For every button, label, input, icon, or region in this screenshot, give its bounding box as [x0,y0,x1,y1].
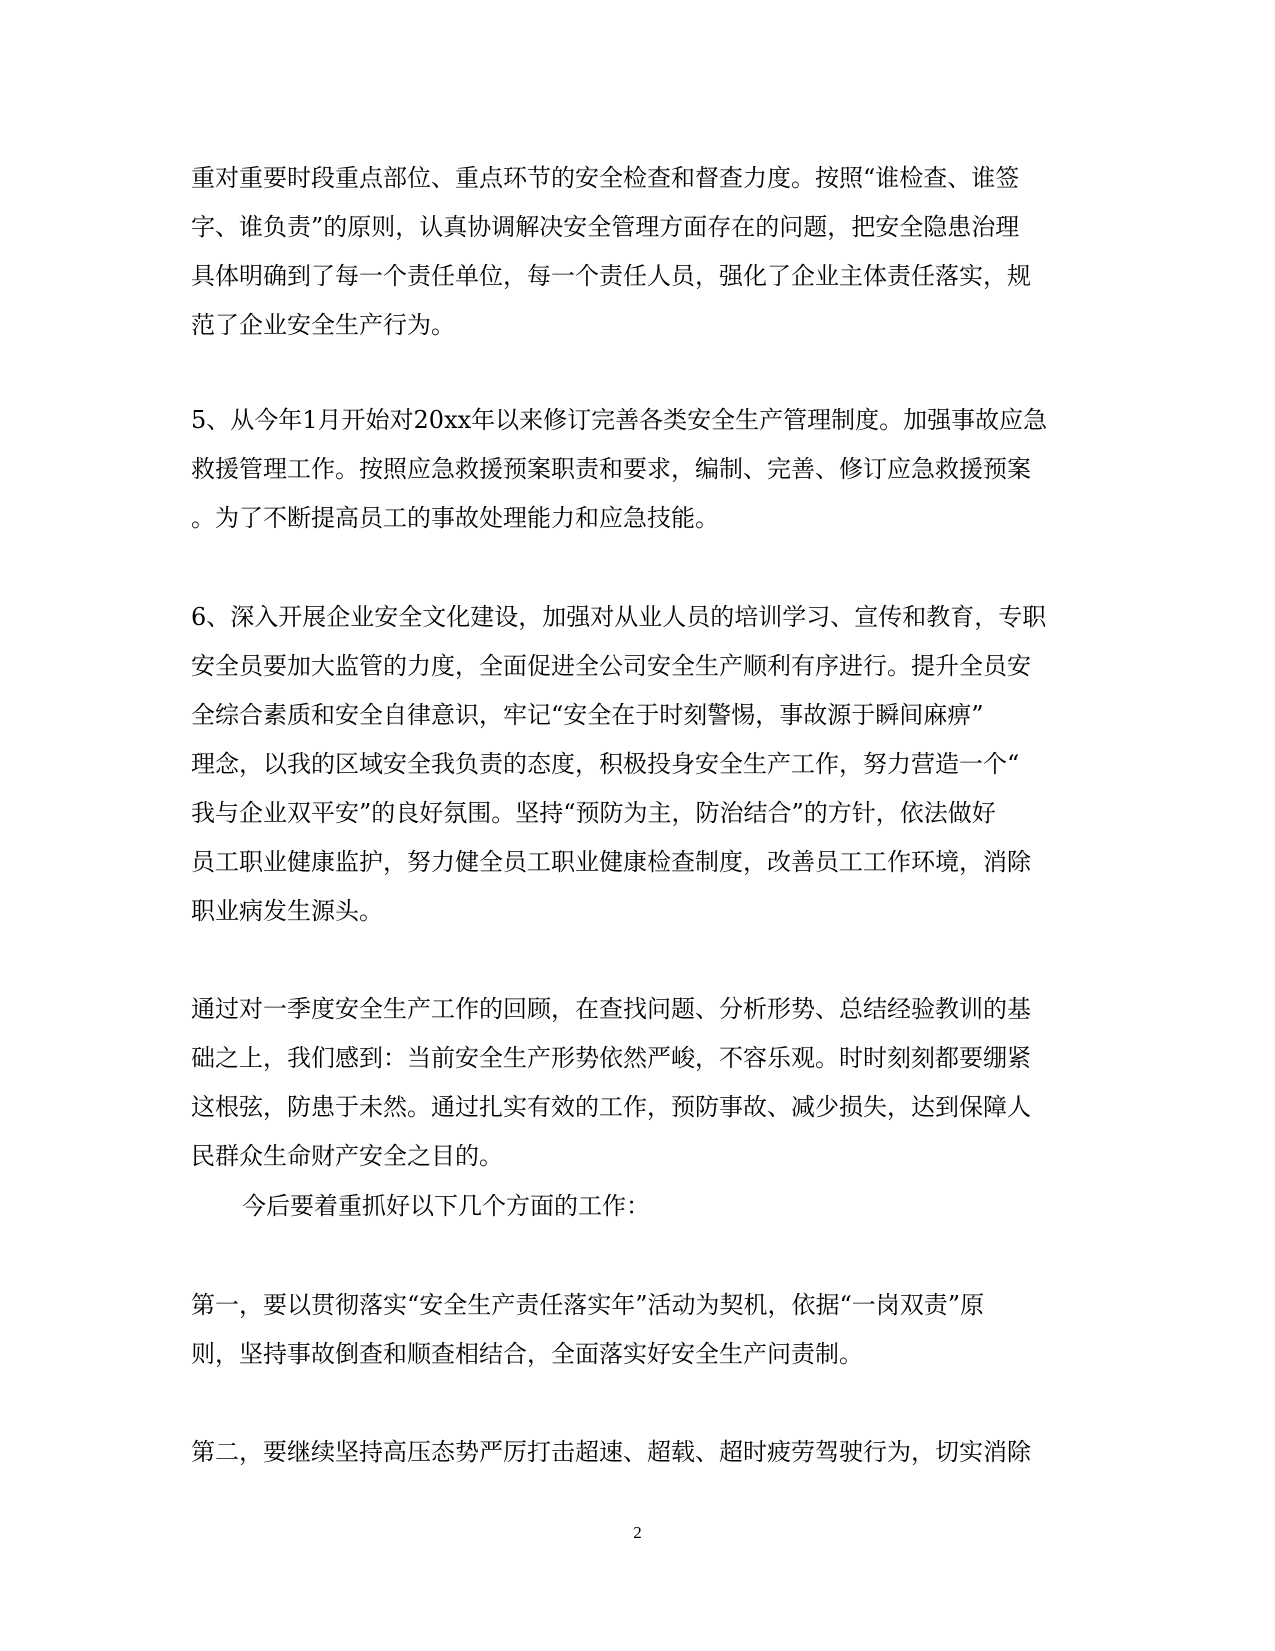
text-line: 第二，要继续坚持高压态势严厉打击超速、超载、超时疲劳驾驶行为，切实消除 [191,1438,1031,1466]
text-line: 安全员要加大监管的力度，全面促进全公司安全生产顺利有序进行。提升全员安 [191,652,1031,680]
text-line: 础之上，我们感到：当前安全生产形势依然严峻，不容乐观。时时刻刻都要绷紧 [191,1044,1031,1072]
text-line: 范了企业安全生产行为。 [191,311,455,339]
text-line: 5、从今年1月开始对20xx年以来修订完善各类安全生产管理制度。加强事故应急 [191,406,1048,434]
paragraph-safety-inspection [191,154,1081,350]
text-line: 通过对一季度安全生产工作的回顾，在查找问题、分析形势、总结经验教训的基 [191,995,1031,1023]
text-line: 今后要着重抓好以下几个方面的工作： [242,1192,650,1220]
text-line: 理念，以我的区域安全我负责的态度，积极投身安全生产工作，努力营造一个“ [191,750,1020,778]
text-line: 救援管理工作。按照应急救援预案职责和要求，编制、完善、修订应急救援预案 [191,455,1031,483]
text-line: 第一，要以贯彻落实“安全生产责任落实年”活动为契机，依据“一岗双责”原 [191,1291,985,1319]
paragraph-item-6 [191,593,1081,936]
paragraph-first-point [191,1281,1081,1379]
text-line: 全综合素质和安全自律意识，牢记“安全在于时刻警惕，事故源于瞬间麻痹” [191,701,984,729]
paragraph-review-summary [191,985,1081,1181]
text-line: 重对重要时段重点部位、重点环节的安全检查和督查力度。按照“谁检查、谁签 [191,164,1020,192]
page-number: 2 [633,1523,642,1542]
text-line: 员工职业健康监护，努力健全员工职业健康检查制度，改善员工工作环境，消除 [191,848,1031,876]
text-line: 职业病发生源头。 [191,897,383,925]
text-line: 字、谁负责”的原则，认真协调解决安全管理方面存在的问题，把安全隐患治理 [191,213,1020,241]
paragraph-item-5 [191,396,1081,543]
text-line: 6、深入开展企业安全文化建设，加强对从业人员的培训学习、宣传和教育，专职 [191,603,1047,631]
text-line: 则，坚持事故倒查和顺查相结合，全面落实好安全生产问责制。 [191,1340,863,1368]
text-line: 具体明确到了每一个责任单位，每一个责任人员，强化了企业主体责任落实，规 [191,262,1031,290]
paragraph-second-point [191,1428,1081,1477]
text-line: 这根弦，防患于未然。通过扎实有效的工作，预防事故、减少损失，达到保障人 [191,1093,1031,1121]
text-line: 民群众生命财产安全之目的。 [191,1142,503,1170]
paragraph-future-work-intro [242,1182,1132,1231]
text-line: 我与企业双平安”的良好氛围。坚持“预防为主，防治结合”的方针，依法做好 [191,799,996,827]
text-line: 。为了不断提高员工的事故处理能力和应急技能。 [191,504,719,532]
